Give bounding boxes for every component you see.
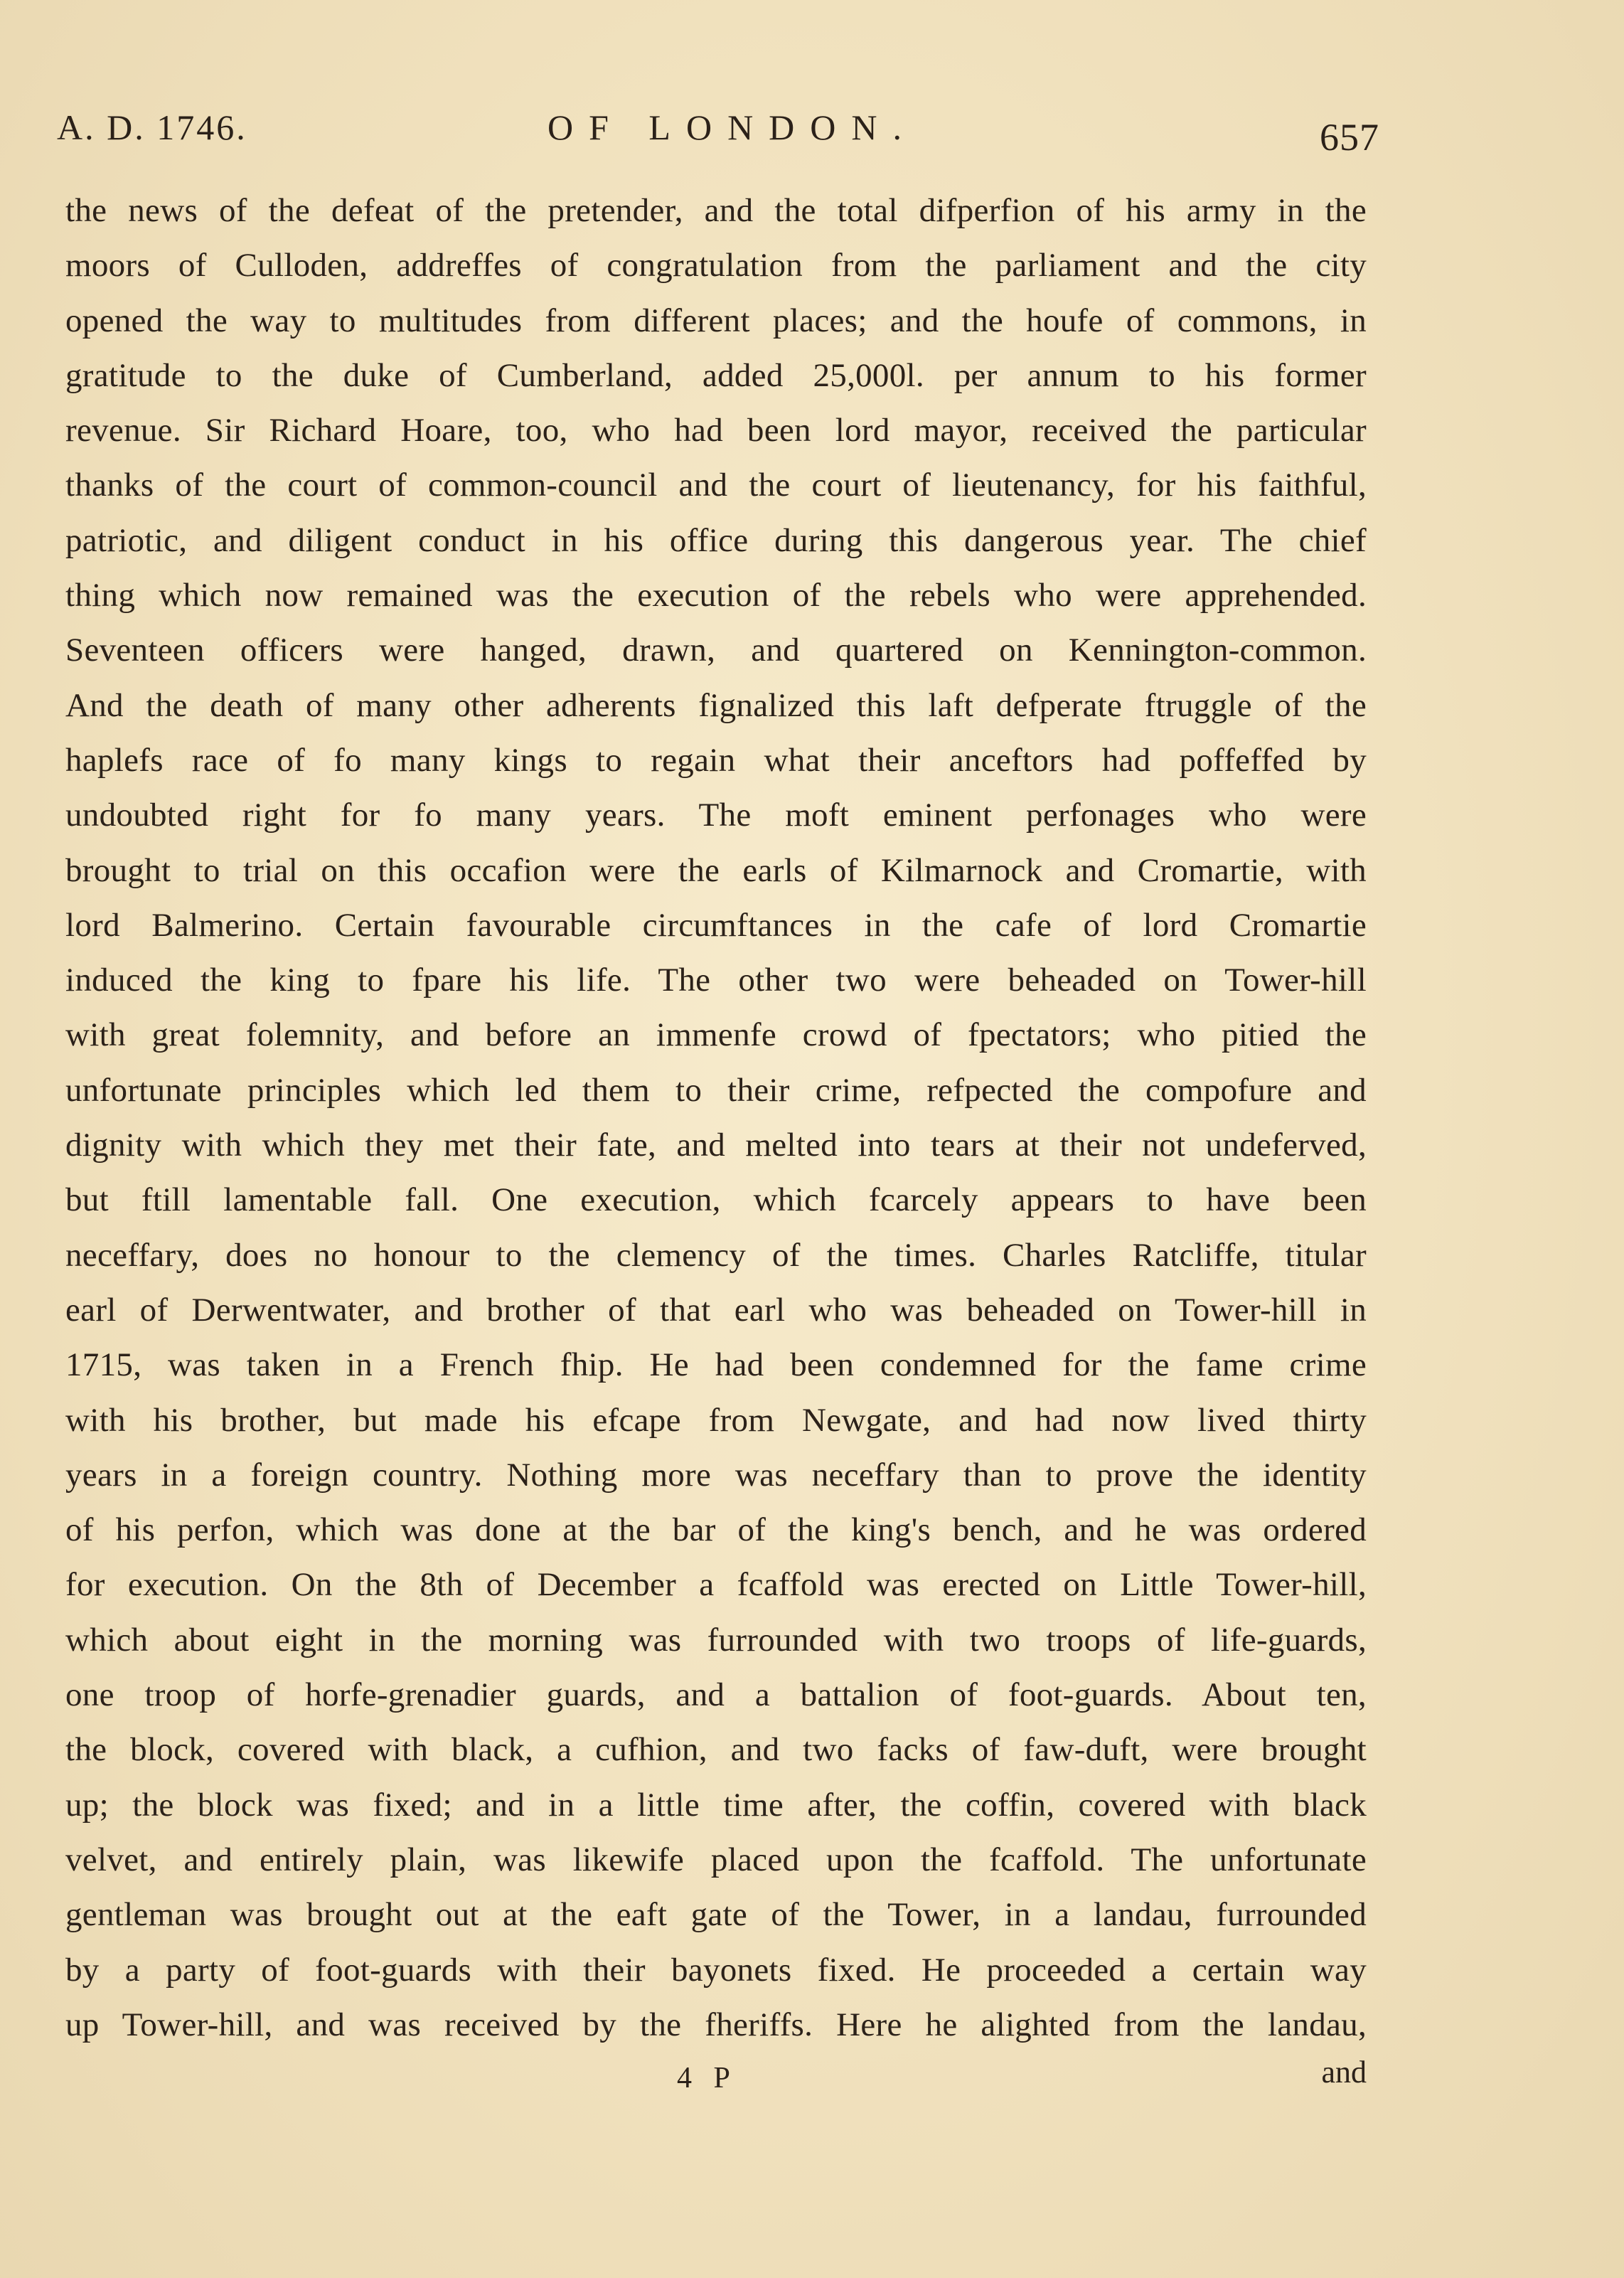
catchword: and bbox=[1321, 2055, 1367, 2090]
text-line: of his perfon, which was done at the bar of the king's bench, and he was ordered bbox=[65, 1511, 1367, 1549]
text-line: lord Balmerino. Certain favourable circumftances in the cafe of lord Cromartie bbox=[65, 906, 1367, 944]
text-line: earl of Derwentwater, and brother of that earl who was beheaded on Tower-hill in bbox=[65, 1291, 1367, 1329]
text-line: the block, covered with black, a cufhion, and two facks of faw-duft, were brought bbox=[65, 1731, 1367, 1769]
text-line: 1715, was taken in a French fhip. He had been condemned for the fame crime bbox=[65, 1346, 1367, 1384]
text-line: And the death of many other adherents fignalized this laft defperate ftruggle of the bbox=[65, 686, 1367, 724]
text-line: dignity with which they met their fate, and melted into tears at their not undeferved, bbox=[65, 1127, 1367, 1164]
text-line: haplefs race of fo many kings to regain what their anceftors had poffeffed by bbox=[65, 741, 1367, 779]
text-line: up Tower-hill, and was received by the fheriffs. Here he alighted from the landau, bbox=[65, 2006, 1367, 2043]
text-line: but ftill lamentable fall. One execution, which fcarcely appears to have been bbox=[65, 1181, 1367, 1219]
text-line: thanks of the court of common-council and the court of lieutenancy, for his faithful, bbox=[65, 467, 1367, 504]
running-head bbox=[57, 107, 1379, 164]
text-line: revenue. Sir Richard Hoare, too, who had been lord mayor, received the particular bbox=[65, 412, 1367, 449]
text-line: years in a foreign country. Nothing more was neceffary than to prove the identity bbox=[65, 1456, 1367, 1494]
text-line: with his brother, but made his efcape from Newgate, and had now lived thirty bbox=[65, 1401, 1367, 1439]
page-number: 657 bbox=[1320, 116, 1379, 159]
text-line: patriotic, and diligent conduct in his office during this dangerous year. The chief bbox=[65, 521, 1367, 559]
text-line: up; the block was fixed; and in a little time after, the coffin, covered with black bbox=[65, 1786, 1367, 1824]
running-head-date: A. D. 1746. bbox=[57, 107, 247, 147]
text-line: gentleman was brought out at the eaft gate of the Tower, in a landau, furrounded bbox=[65, 1896, 1367, 1934]
text-line: thing which now remained was the execution of the rebels who were apprehended. bbox=[65, 577, 1367, 614]
text-line: gratitude to the duke of Cumberland, added 25,000l. per annum to his former bbox=[65, 356, 1367, 394]
text-line: Seventeen officers were hanged, drawn, and quartered on Kennington-common. bbox=[65, 632, 1367, 669]
text-line: neceffary, does no honour to the clemency of the times. Charles Ratcliffe, titular bbox=[65, 1236, 1367, 1274]
text-line: induced the king to fpare his life. The other two were beheaded on Tower-hill bbox=[65, 962, 1367, 999]
signature-mark: 4 P bbox=[677, 2062, 737, 2095]
page-footer bbox=[65, 2054, 1367, 2104]
text-line: by a party of foot-guards with their bayonets fixed. He proceeded a certain way bbox=[65, 1951, 1367, 1989]
text-line: which about eight in the morning was furrounded with two troops of life-guards, bbox=[65, 1621, 1367, 1659]
running-head-title: OF LONDON. bbox=[547, 107, 917, 147]
body-text bbox=[65, 183, 1367, 2053]
text-line: with great folemnity, and before an immenfe crowd of fpectators; who pitied the bbox=[65, 1016, 1367, 1054]
text-line: unfortunate principles which led them to their crime, refpected the compofure and bbox=[65, 1071, 1367, 1109]
text-line: velvet, and entirely plain, was likewife placed upon the fcaffold. The unfortunate bbox=[65, 1841, 1367, 1878]
text-line: opened the way to multitudes from different places; and the houfe of commons, in bbox=[65, 302, 1367, 339]
text-line: one troop of horfe-grenadier guards, and a battalion of foot-guards. About ten, bbox=[65, 1676, 1367, 1714]
text-line: undoubted right for fo many years. The moft eminent perfonages who were bbox=[65, 797, 1367, 834]
text-line: the news of the defeat of the pretender, and the total difperfion of his army in the bbox=[65, 192, 1367, 229]
text-line: for execution. On the 8th of December a fcaffold was erected on Little Tower-hill, bbox=[65, 1566, 1367, 1604]
text-line: moors of Culloden, addreffes of congratulation from the parliament and the city bbox=[65, 247, 1367, 284]
text-line: brought to trial on this occafion were the earls of Kilmarnock and Cromartie, with bbox=[65, 851, 1367, 889]
